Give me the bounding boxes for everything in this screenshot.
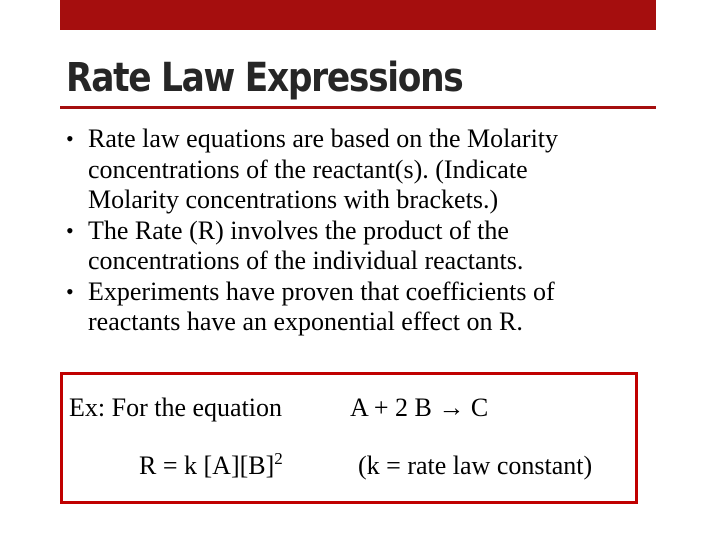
chemical-equation: A + 2 B → C — [350, 393, 489, 422]
rate-constant-note: (k = rate law constant) — [358, 451, 593, 480]
bullet-item — [66, 124, 666, 216]
top-accent-bar — [60, 0, 656, 30]
bullet-line: reactants have an exponential effect on R. — [88, 307, 523, 336]
bullet-line: Rate law equations are based on the Molarity — [88, 124, 559, 153]
bullet-item — [66, 216, 666, 277]
example-box — [60, 372, 638, 504]
bullet-icon: • — [66, 278, 74, 304]
bullet-list — [66, 124, 666, 338]
bullet-item — [66, 277, 666, 338]
rate-law-exponent: 2 — [274, 449, 283, 468]
bullet-line: concentrations of the reactant(s). (Indicate — [88, 154, 528, 184]
bullet-line: Molarity concentrations with brackets.) — [88, 185, 499, 214]
bullet-line: concentrations of the individual reactants. — [88, 246, 524, 275]
bullet-line: Experiments have proven that coefficients of — [88, 276, 555, 306]
bullet-line: The Rate (R) involves the product of the — [88, 215, 509, 245]
bullet-icon: • — [66, 126, 74, 151]
rate-law-base: R = k [A][B] — [139, 451, 275, 480]
example-intro: Ex: For the equation — [69, 393, 283, 422]
bullet-icon: • — [66, 217, 74, 243]
rate-law-expression — [139, 451, 283, 481]
slide-title: Rate Law Expressions — [66, 55, 463, 101]
title-underline — [60, 106, 656, 109]
